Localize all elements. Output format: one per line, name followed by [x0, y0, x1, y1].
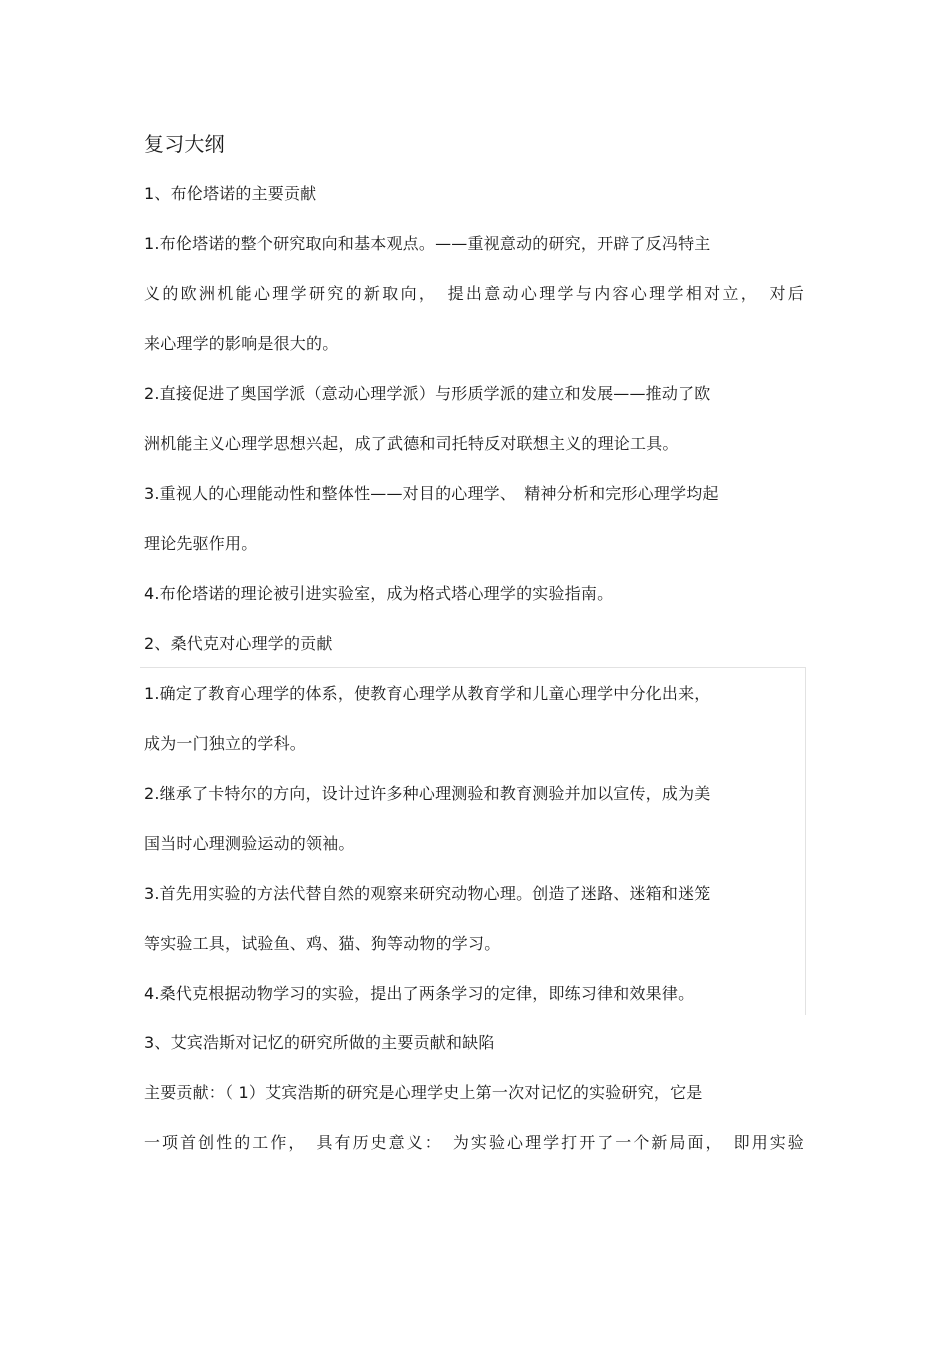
paragraph-line: 4.桑代克根据动物学习的实验，提出了两条学习的定律，即练习律和效果律。	[144, 984, 695, 1003]
document-title: 复习大纲	[144, 132, 225, 156]
paragraph-line: 成为一门独立的学科。	[144, 734, 307, 753]
section-heading-1: 1、布伦塔诺的主要贡献	[144, 184, 317, 203]
paragraph-line: 一项首创性的工作， 具有历史意义： 为实验心理学打开了一个新局面， 即用实验	[144, 1133, 804, 1152]
paragraph-line: 1.确定了教育心理学的体系，使教育心理学从教育学和儿童心理学中分化出来，	[144, 684, 711, 703]
paragraph-line: 主要贡献：（ 1）艾宾浩斯的研究是心理学史上第一次对记忆的实验研究，它是	[144, 1083, 703, 1102]
paragraph-line: 2.继承了卡特尔的方向，设计过许多种心理测验和教育测验并加以宣传，成为美	[144, 784, 711, 803]
paragraph-line: 1.布伦塔诺的整个研究取向和基本观点。——重视意动的研究，开辟了反冯特主	[144, 234, 711, 253]
paragraph-line: 4.布伦塔诺的理论被引进实验室，成为格式塔心理学的实验指南。	[144, 584, 614, 603]
section-heading-3: 3、艾宾浩斯对记忆的研究所做的主要贡献和缺陷	[144, 1033, 495, 1052]
paragraph-line: 来心理学的影响是很大的。	[144, 334, 339, 353]
paragraph-line: 国当时心理测验运动的领袖。	[144, 834, 355, 853]
paragraph-line: 洲机能主义心理学思想兴起，成了武德和司托特反对联想主义的理论工具。	[144, 434, 679, 453]
section-heading-2: 2、桑代克对心理学的贡献	[144, 634, 333, 653]
paragraph-line: 义的欧洲机能心理学研究的新取向， 提出意动心理学与内容心理学相对立， 对后	[144, 284, 804, 303]
paragraph-line: 理论先驱作用。	[144, 534, 258, 553]
paragraph-line: 2.直接促进了奥国学派（意动心理学派）与形质学派的建立和发展——推动了欧	[144, 384, 711, 403]
paragraph-line: 3.首先用实验的方法代替自然的观察来研究动物心理。创造了迷路、迷箱和迷笼	[144, 884, 711, 903]
paragraph-line: 3.重视人的心理能动性和整体性——对目的心理学、 精神分析和完形心理学均起	[144, 484, 719, 503]
paragraph-line: 等实验工具，试验鱼、鸡、猫、狗等动物的学习。	[144, 934, 501, 953]
